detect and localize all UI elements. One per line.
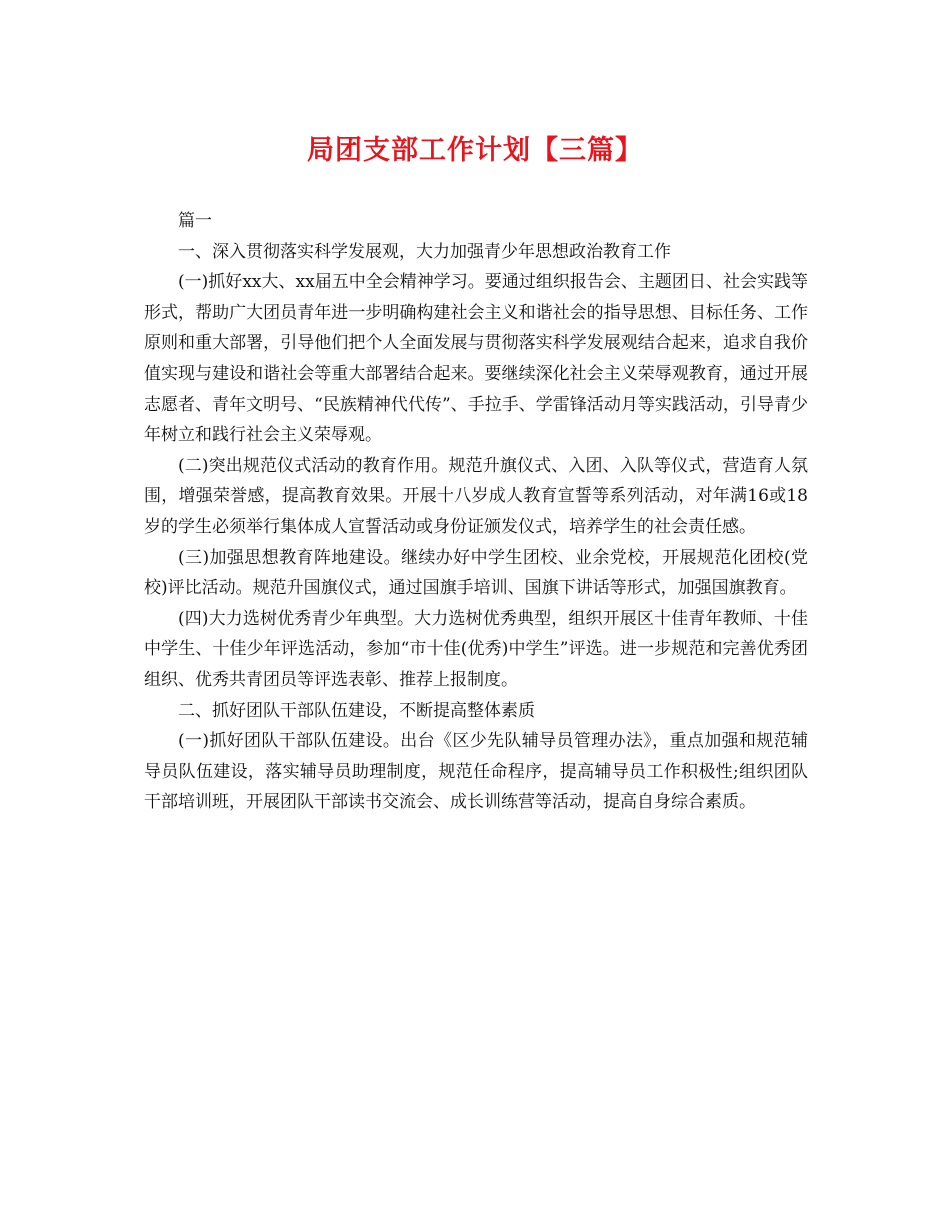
body-paragraph: (四)大力选树优秀青少年典型。大力选树优秀典型，组织开展区十佳青年教师、十佳中学生、十佳少年评选活动，参加“市十佳(优秀)中学生”评选。进一步规范和完善优秀团组织、优秀共青团员等评选表彰、推荐上报制度。 [144, 608, 808, 690]
body-paragraph: (二)突出规范仪式活动的教育作用。规范升旗仪式、入团、入队等仪式，营造育人氛围，增强荣誉感，提高教育效果。开展十八岁成人教育宣誓等系列活动，对年满16或18岁的学生必须举行集体成人宣誓活动或身份证颁发仪式，培养学生的社会责任感。 [144, 455, 808, 537]
section-heading: 一、深入贯彻落实科学发展观，大力加强青少年思想政治教育工作 [178, 241, 671, 262]
section-label: 篇一 [178, 211, 212, 231]
body-paragraph: (一)抓好xx大、xx届五中全会精神学习。要通过组织报告会、主题团日、社会实践等形式，帮助广大团员青年进一步明确构建社会主义和谐社会的指导思想、目标任务、工作原则和重大部署，引导他们把个人全面发展与贯彻落实科学发展观结合起来，追求自我价值实现与建设和谐社会等重大部署结合起来。要继续深化社会主义荣辱观教育，通过开展志愿者、青年文明号、“民族精神代代传”、手拉手、学雷锋活动月等实践活动，引导青少年树立和践行社会主义荣辱观。 [144, 272, 808, 446]
document-body [144, 206, 808, 818]
section-heading: 二、抓好团队干部队伍建设，不断提高整体素质 [178, 700, 535, 721]
body-paragraph: (三)加强思想教育阵地建设。继续办好中学生团校、业余党校，开展规范化团校(党校)评比活动。规范升国旗仪式，通过国旗手培训、国旗下讲话等形式，加强国旗教育。 [144, 547, 808, 599]
body-paragraph: (一)抓好团队干部队伍建设。出台《区少先队辅导员管理办法》，重点加强和规范辅导员队伍建设，落实辅导员助理制度，规范任命程序，提高辅导员工作积极性;组织团队干部培训班，开展团队干部读书交流会、成长训练营等活动，提高自身综合素质。 [144, 731, 808, 813]
document-title: 局团支部工作计划【三篇】 [307, 135, 643, 166]
